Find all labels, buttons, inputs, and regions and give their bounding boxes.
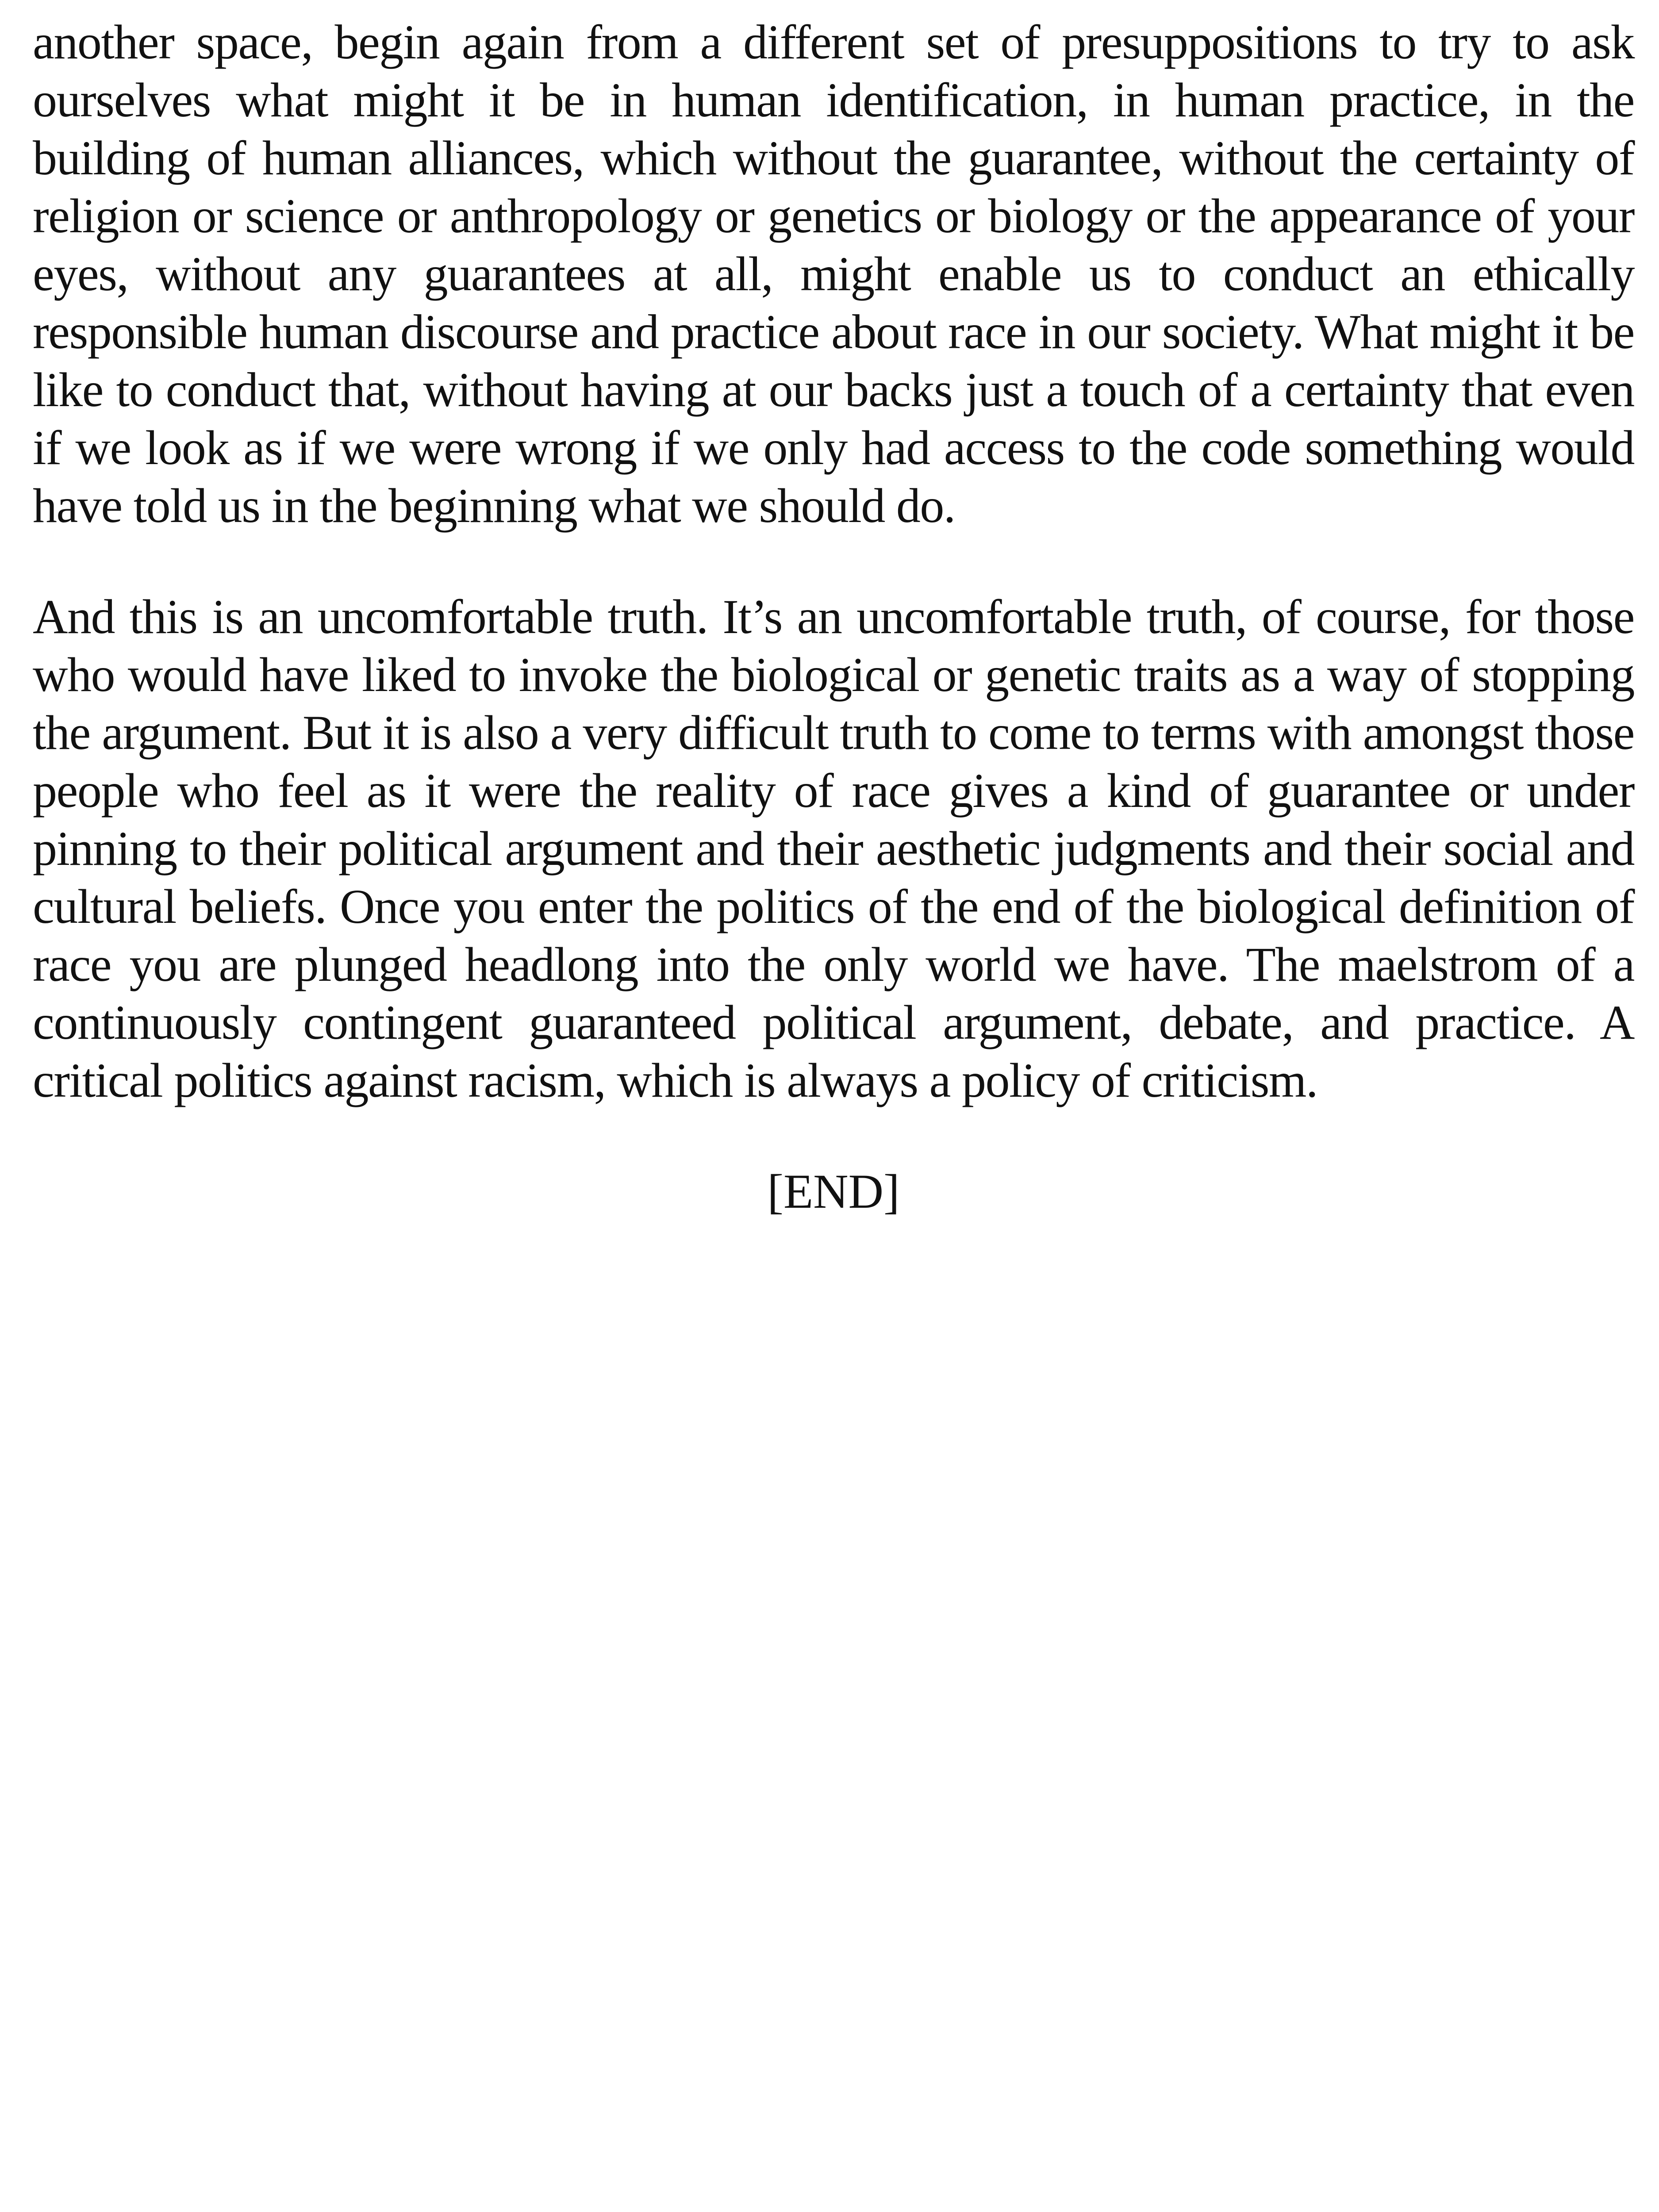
transcript-page [33, 13, 1634, 1221]
end-marker: [END] [767, 1164, 900, 1218]
transcript-paragraph: another space, begin again from a different set of presuppositions to try to ask ourselves what might it be in human identification, in human practice, in the building of human alliances, which without the guarantee, without the certainty of religion or science or anthropology or genetics or biology or the appearance of your eyes, without any guarantees at all, might enable us to conduct an ethically responsible human discourse and practice about race in our society. What might it be like to conduct that, without having at our backs just a touch of a certainty that even if we look as if we were wrong if we only had access to the code something would have told us in the beginning what we should do. [33, 15, 1634, 533]
transcript-paragraph: And this is an uncomfortable truth. It’s an uncomfortable truth, of course, for those who would have liked to invoke the biological or genetic traits as a way of stopping the argument. But it is also a very difficult truth to come to terms with amongst those people who feel as it were the reality of race gives a kind of guarantee or under pinning to their political argument and their aesthetic judgments and their social and cultural beliefs. Once you enter the politics of the end of the biological definition of race you are plunged headlong into the only world we have. The maelstrom of a continuously contingent guaranteed political argument, debate, and practice. A critical politics against racism, which is always a policy of criticism. [33, 590, 1634, 1107]
